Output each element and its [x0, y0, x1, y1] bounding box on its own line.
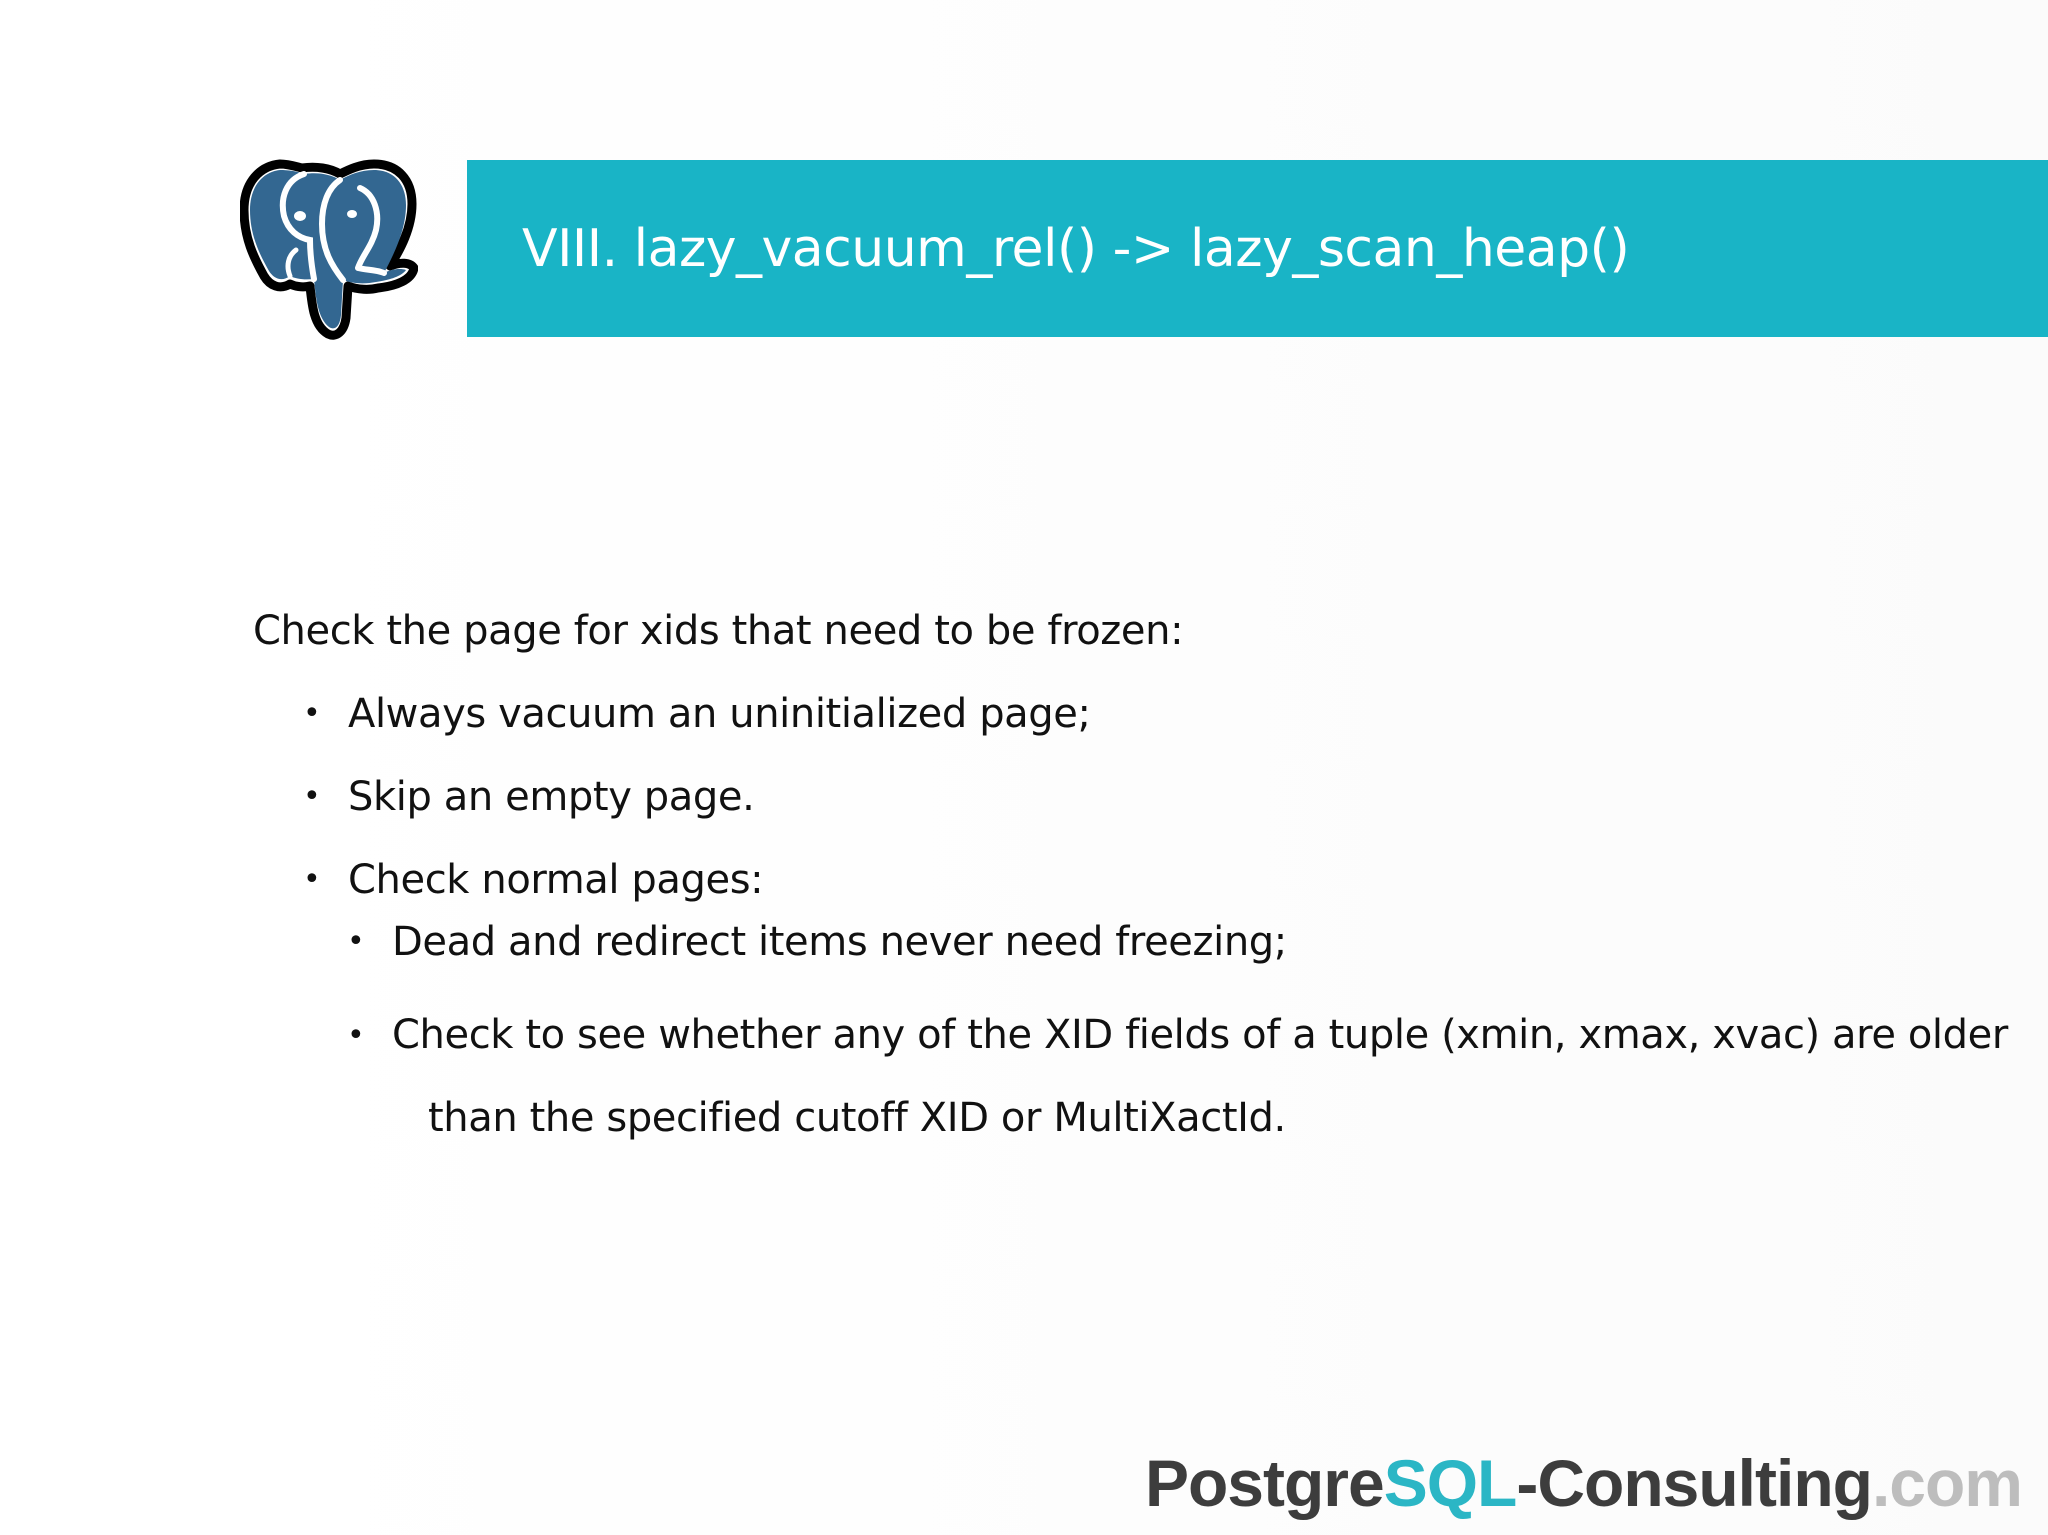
brand-part-postgre: Postgre — [1144, 1446, 1384, 1520]
intro-text: Check the page for xids that need to be frozen: — [253, 608, 1184, 654]
sub-list-item — [253, 994, 2008, 1160]
postgresql-elephant-icon — [240, 158, 418, 340]
bullet-text: Check normal pages: — [348, 857, 764, 903]
bullet-text: Skip an empty page. — [348, 774, 755, 820]
slide-body — [253, 600, 2008, 1160]
slide-title: VIII. lazy_vacuum_rel() -> lazy_scan_heap() — [522, 218, 1630, 279]
bullet-icon: • — [303, 862, 321, 897]
list-item — [253, 766, 1973, 828]
brand-part-com: .com — [1871, 1446, 2022, 1520]
list-item — [253, 683, 1973, 745]
sub-list-item — [253, 911, 1973, 973]
sub-bullet-text: Dead and redirect items never need freezing; — [392, 919, 1287, 965]
brand-part-sql: SQL — [1383, 1446, 1517, 1520]
bullet-list — [253, 683, 1973, 911]
bullet-icon: • — [303, 696, 321, 731]
sub-bullet-list — [253, 911, 2008, 1160]
bullet-icon: • — [347, 924, 365, 959]
footer-brand-logo — [1145, 1445, 2022, 1535]
title-bar — [467, 160, 2048, 337]
bullet-icon: • — [347, 1018, 365, 1053]
bullet-text: Always vacuum an uninitialized page; — [348, 691, 1091, 737]
brand-part-consulting: -Consulting — [1516, 1446, 1872, 1520]
bullet-icon: • — [303, 779, 321, 814]
sub-bullet-text-continued: than the specified cutoff XID or MultiXactId. — [428, 1095, 1286, 1141]
sub-bullet-text: Check to see whether any of the XID fields of a tuple (xmin, xmax, xvac) are older — [392, 1012, 2008, 1058]
list-item — [253, 849, 1973, 911]
